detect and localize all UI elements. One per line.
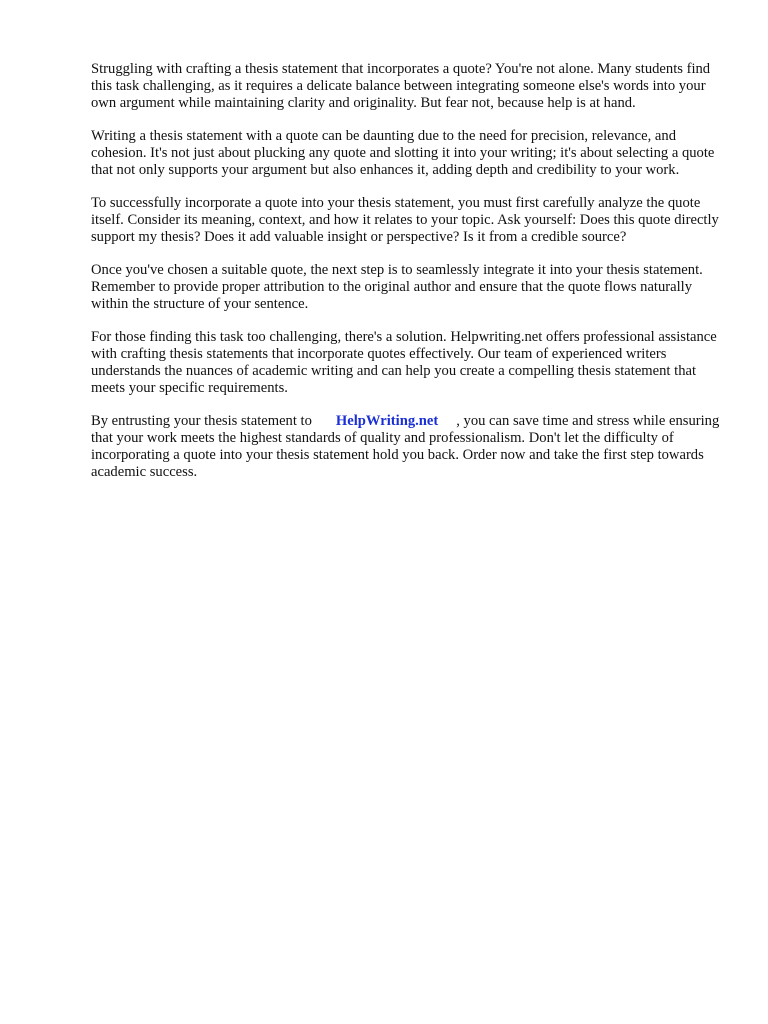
paragraph-difficulty: Writing a thesis statement with a quote can be daunting due to the need for precision, relevance, and cohesion. It's not just about plucking any quote and slotting it into your writing; it's about selecting a quote that not only supports your argument but also enhances it, adding depth and credibility to your work. [91,128,715,178]
paragraph-solution: For those finding this task too challenging, there's a solution. Helpwriting.net offers professional assistance with crafting thesis statements that incorporate quotes effectively. Our team of experienced writers understands the nuances of academic writing and can help you create a compelling thesis statement that meets your specific requirements. [91,329,717,396]
closing-text-before-link: By entrusting your thesis statement to [91,413,312,429]
document-body [91,61,723,497]
helpwriting-link[interactable]: HelpWriting.net [335,413,439,429]
paragraph-analysis: To successfully incorporate a quote into your thesis statement, you must first carefully analyze the quote itself. Consider its meaning, context, and how it relates to your topic. Ask yourself: Does this quote directly support my thesis? Does it add valuable insight or perspective? Is it from a credible source? [91,195,719,245]
paragraph-closing [91,413,723,481]
closing-text-after-link: , you can save time and stress while ensuring that your work meets the highest standards of quality and professionalism. Don't let the difficulty of incorporating a quote into your thesis statement hold you back. Order now and take the first step towards academic success. [91,413,720,480]
paragraph-integration: Once you've chosen a suitable quote, the next step is to seamlessly integrate it into your thesis statement. Remember to provide proper attribution to the original author and ensure that the quote flows naturally within the structure of your sentence. [91,262,703,312]
paragraph-intro: Struggling with crafting a thesis statement that incorporates a quote? You're not alone. Many students find this task challenging, as it requires a delicate balance between integrating someone else's words into your own argument while maintaining clarity and originality. But fear not, because help is at hand. [91,61,711,111]
